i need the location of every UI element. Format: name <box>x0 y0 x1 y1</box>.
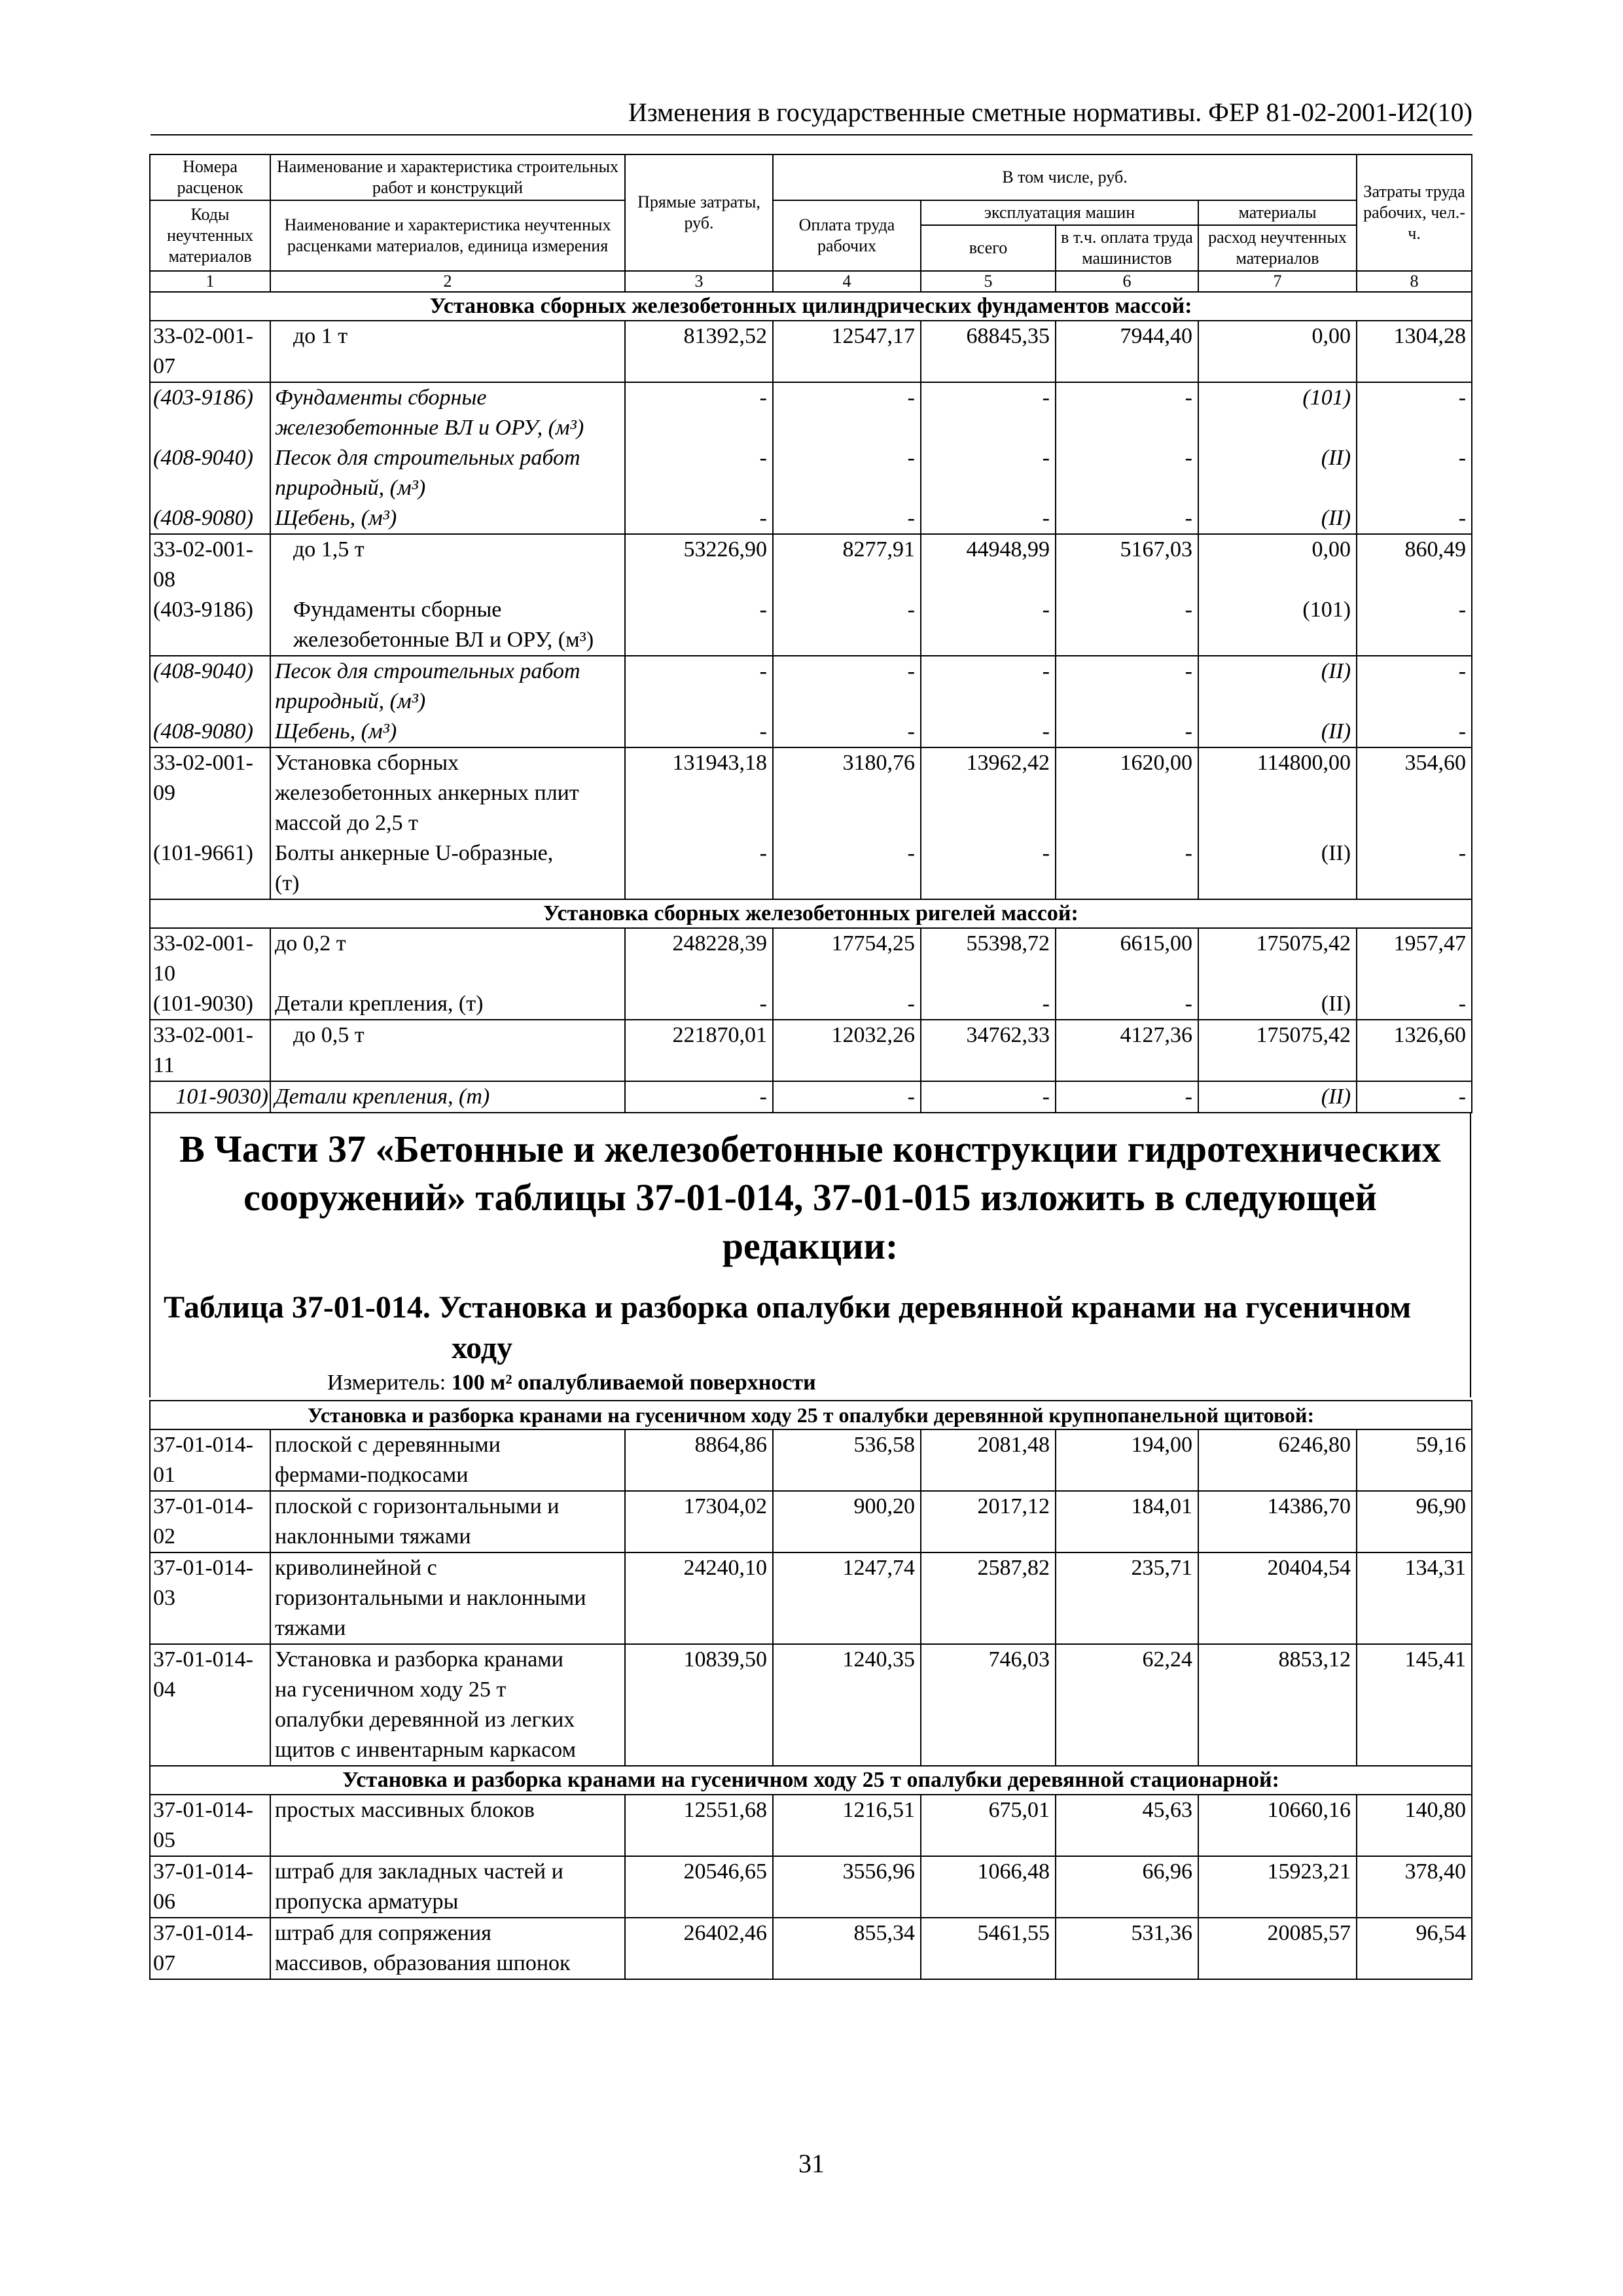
section-row <box>150 1766 1472 1795</box>
measure-label: Измеритель: <box>327 1371 452 1395</box>
labor-pay: - - <box>907 659 915 744</box>
direct-cost: 81392,52 <box>625 321 773 382</box>
machines-total: 1066,48 <box>977 1859 1050 1884</box>
labor-pay: 1240,35 <box>842 1647 915 1672</box>
rate-name: до 1,5 т Фундаменты сборные железобетонные ВЛ и ОРУ, (м³) <box>293 537 594 652</box>
table-title-line2: ходу <box>452 1331 513 1365</box>
rate-code: 33-02-001- 10 (101-9030) <box>153 931 253 1016</box>
rate-code: 37-01-014- 02 <box>153 1494 253 1549</box>
labor-pay: 12032,26 <box>773 1020 921 1081</box>
material-row <box>150 382 1472 534</box>
labor-hours: 96,90 <box>1416 1494 1467 1518</box>
materials-cost: 175075,42 <box>1198 1020 1357 1081</box>
operators-pay: 45,63 <box>1142 1798 1192 1822</box>
rates-table-1 <box>149 154 1472 1113</box>
machines-total: 2587,82 <box>977 1556 1050 1580</box>
column-number: 1 <box>150 271 270 292</box>
labor-pay: 3180,76 - <box>842 751 915 865</box>
materials-cost: (II) (II) <box>1321 659 1351 744</box>
materials-cost: 10660,16 <box>1267 1798 1351 1822</box>
operators-pay: 7944,40 <box>1056 321 1198 382</box>
operators-pay: 1620,00 - <box>1120 751 1192 865</box>
rate-row <box>150 321 1472 382</box>
measure-value: 100 м² опалубливаемой поверхности <box>451 1371 816 1395</box>
direct-cost: 53226,90 - <box>683 537 767 622</box>
rate-code: 37-01-014- 01 <box>153 1433 253 1487</box>
col1-bottom-header: Коды неучтенных материалов <box>150 200 270 271</box>
group-header: В том числе, руб. <box>773 154 1357 200</box>
col1-top-header: Номера расценок <box>150 154 270 200</box>
operators-pay: 4127,36 <box>1056 1020 1198 1081</box>
machines-total: 5461,55 <box>977 1921 1050 1945</box>
rate-row <box>150 1552 1472 1644</box>
direct-cost: - - <box>759 659 767 744</box>
materials-cost: 6246,80 <box>1278 1433 1351 1457</box>
col7-header: расход неучтенных материалов <box>1198 225 1357 271</box>
section-title: Установка сборных железобетонных цилиндрических фундаментов массой: <box>150 292 1472 321</box>
header-row-1 <box>150 154 1472 200</box>
column-number: 7 <box>1198 271 1357 292</box>
rate-name: плоской с деревянными фермами-подкосами <box>275 1433 501 1487</box>
direct-cost: 17304,02 <box>683 1494 767 1518</box>
labor-pay: 1216,51 <box>842 1798 915 1822</box>
rate-code: 37-01-014- 06 <box>153 1859 253 1914</box>
rate-row <box>150 1795 1472 1856</box>
column-number: 3 <box>625 271 773 292</box>
section-title: Установка сборных железобетонных ригелей массой: <box>150 899 1472 928</box>
machines-total: 746,03 <box>988 1647 1050 1672</box>
operators-pay: 194,00 <box>1131 1433 1192 1457</box>
labor-hours: 378,40 <box>1404 1859 1467 1884</box>
rate-name: Установка сборных железобетонных анкерных плит массой до 2,5 т Болты анкерные U-образные, (т) <box>275 751 579 895</box>
rate-name: штраб для сопряжения массивов, образования шпонок <box>275 1921 571 1975</box>
col2-bottom-header: Наименование и характеристика неучтенных расценками материалов, единица измерения <box>270 200 625 271</box>
direct-cost: 131943,18 - <box>672 751 767 865</box>
operators-pay: 235,71 <box>1131 1556 1192 1580</box>
rate-code: 37-01-014- 04 <box>153 1647 253 1702</box>
operators-pay: 5167,03 - <box>1120 537 1192 622</box>
material-name: Детали крепления, (т) <box>270 1081 625 1113</box>
material-code: (408-9040) (408-9080) <box>153 659 253 744</box>
labor-hours: - - - <box>1458 386 1467 530</box>
machines-header: эксплуатация машин <box>921 200 1198 225</box>
column-number: 5 <box>921 271 1056 292</box>
measure-line <box>164 1369 1457 1397</box>
column-number: 8 <box>1357 271 1472 292</box>
materials-cost: 175075,42 (II) <box>1256 931 1351 1016</box>
machines-total: 68845,35 <box>921 321 1056 382</box>
direct-cost: 221870,01 <box>625 1020 773 1081</box>
rate-row <box>150 747 1472 899</box>
material-code: 101-9030) <box>150 1081 270 1113</box>
table-title <box>164 1287 1457 1369</box>
direct-cost: 248228,39 - <box>672 931 767 1016</box>
rate-code: 37-01-014- 07 <box>153 1921 253 1975</box>
direct-cost: 24240,10 <box>683 1556 767 1580</box>
rate-name: штраб для закладных частей и пропуска арматуры <box>275 1859 563 1914</box>
material-name: Песок для строительных работ природный, (м³) Щебень, (м³) <box>275 659 580 744</box>
materials-header: материалы <box>1198 200 1357 225</box>
direct-cost: - <box>625 1081 773 1113</box>
header-rule <box>151 134 1472 135</box>
direct-cost: - - - <box>759 386 767 530</box>
operators-pay: 6615,00 - <box>1120 931 1192 1016</box>
running-title: Изменения в государственные сметные нормативы. ФЕР 81-02-2001-И2(10) <box>628 98 1472 127</box>
col8-header: Затраты труда рабочих, чел.-ч. <box>1357 154 1472 271</box>
operators-pay: 531,36 <box>1131 1921 1192 1945</box>
materials-cost: 15923,21 <box>1267 1859 1351 1884</box>
labor-hours: 96,54 <box>1416 1921 1467 1945</box>
part37-heading: В Части 37 «Бетонные и железобетонные конструкции гидротехнических сооружений» таблицы 37-01-014, 37-01-015 изложить в следующей редакции: <box>179 1128 1441 1267</box>
column-number: 4 <box>773 271 921 292</box>
labor-pay: 536,58 <box>853 1433 915 1457</box>
rate-name: криволинейной с горизонтальными и наклонными тяжами <box>275 1556 586 1640</box>
direct-cost: 8864,86 <box>694 1433 767 1457</box>
labor-hours: 1957,47 - <box>1393 931 1467 1016</box>
machines-total: 13962,42 - <box>966 751 1050 865</box>
col4-header: Оплата труда рабочих <box>773 200 921 271</box>
rate-row <box>150 1918 1472 1979</box>
machines-total: 2081,48 <box>977 1433 1050 1457</box>
labor-hours: 1304,28 <box>1357 321 1472 382</box>
material-row <box>150 656 1472 747</box>
rate-name: простых массивных блоков <box>275 1798 535 1822</box>
document-body <box>149 154 1471 1980</box>
page-number: 31 <box>798 2149 825 2178</box>
column-number: 2 <box>270 271 625 292</box>
materials-cost: 14386,70 <box>1267 1494 1351 1518</box>
labor-hours: 59,16 <box>1416 1433 1467 1457</box>
rates-table-2 <box>149 1400 1472 1980</box>
section-row <box>150 292 1472 321</box>
labor-pay: 855,34 <box>853 1921 915 1945</box>
rate-row <box>150 1856 1472 1918</box>
labor-hours: 1326,60 <box>1357 1020 1472 1081</box>
rate-code: 33-02-001- 09 (101-9661) <box>153 751 253 865</box>
col2-top-header: Наименование и характеристика строительных работ и конструкций <box>270 154 625 200</box>
direct-cost: 20546,65 <box>683 1859 767 1884</box>
labor-hours: - <box>1357 1081 1472 1113</box>
rate-name: до 0,5 т <box>293 1023 365 1047</box>
operators-pay: 62,24 <box>1142 1647 1192 1672</box>
operators-pay: 66,96 <box>1142 1859 1192 1884</box>
materials-cost: 114800,00 (II) <box>1257 751 1351 865</box>
rate-name: до 1 т <box>293 324 348 348</box>
labor-pay: 1247,74 <box>842 1556 915 1580</box>
rate-name: до 0,2 т Детали крепления, (т) <box>275 931 484 1016</box>
col3-header: Прямые затраты, руб. <box>625 154 773 271</box>
rate-row <box>150 1644 1472 1766</box>
labor-pay: 8277,91 - <box>842 537 915 622</box>
part37-heading-block <box>149 1113 1471 1397</box>
labor-pay: 17754,25 - <box>831 931 915 1016</box>
labor-pay: - - - <box>907 386 915 530</box>
rate-row <box>150 1020 1472 1081</box>
machines-total: 44948,99 - <box>966 537 1050 622</box>
materials-cost: (II) <box>1198 1081 1357 1113</box>
rate-code: 33-02-001- 08 (403-9186) <box>153 537 253 622</box>
material-code: (403-9186) (408-9040) (408-9080) <box>153 386 253 530</box>
labor-hours: - - <box>1458 659 1467 744</box>
rate-code: 33-02-001- 07 <box>153 324 253 378</box>
col5-header: всего <box>921 225 1056 271</box>
labor-hours: 145,41 <box>1404 1647 1467 1672</box>
labor-hours: 140,80 <box>1404 1798 1467 1822</box>
operators-pay: - - <box>1185 659 1192 744</box>
machines-total: - <box>921 1081 1056 1113</box>
direct-cost: 26402,46 <box>683 1921 767 1945</box>
material-row <box>150 1081 1472 1113</box>
labor-hours: 134,31 <box>1404 1556 1467 1580</box>
section-title: Установка и разборка кранами на гусеничном ходу 25 т опалубки деревянной крупнопанельной щитовой: <box>150 1401 1472 1429</box>
materials-cost: 0,00 (101) <box>1302 537 1351 622</box>
rate-name: Установка и разборка кранами на гусеничном ходу 25 т опалубки деревянной из легких щитов с инвентарным каркасом <box>275 1647 577 1762</box>
col6-header: в т.ч. оплата труда машинистов <box>1056 225 1198 271</box>
labor-pay: 12547,17 <box>773 321 921 382</box>
section-title: Установка и разборка кранами на гусеничном ходу 25 т опалубки деревянной стационарной: <box>150 1766 1472 1795</box>
material-name: Фундаменты сборные железобетонные ВЛ и ОРУ, (м³) Песок для строительных работ природный, (м³) Щебень, (м³) <box>275 386 584 530</box>
direct-cost: 10839,50 <box>683 1647 767 1672</box>
section-row <box>150 1401 1472 1429</box>
rate-name: плоской с горизонтальными и наклонными тяжами <box>275 1494 560 1549</box>
machines-total: 34762,33 <box>921 1020 1056 1081</box>
column-number: 6 <box>1056 271 1198 292</box>
machines-total: 675,01 <box>988 1798 1050 1822</box>
operators-pay: - - - <box>1185 386 1192 530</box>
rate-row <box>150 1429 1472 1491</box>
materials-cost: 20404,54 <box>1267 1556 1351 1580</box>
labor-hours: 354,60 - <box>1404 751 1467 865</box>
labor-pay: - <box>773 1081 921 1113</box>
rate-row <box>150 928 1472 1020</box>
machines-total: 2017,12 <box>977 1494 1050 1518</box>
header-row-2 <box>150 200 1472 225</box>
materials-cost: 0,00 <box>1198 321 1357 382</box>
rate-code: 37-01-014- 03 <box>153 1556 253 1610</box>
labor-hours: 860,49 - <box>1404 537 1467 622</box>
column-number-row <box>150 271 1472 292</box>
rate-code: 37-01-014- 05 <box>153 1798 253 1852</box>
machines-total: - - - <box>1042 386 1050 530</box>
operators-pay: 184,01 <box>1131 1494 1192 1518</box>
direct-cost: 12551,68 <box>683 1798 767 1822</box>
labor-pay: 900,20 <box>853 1494 915 1518</box>
materials-cost: (101) (II) (II) <box>1302 386 1351 530</box>
machines-total: - - <box>1042 659 1050 744</box>
rate-code: 33-02-001- 11 <box>153 1023 253 1077</box>
rate-row <box>150 1491 1472 1552</box>
materials-cost: 8853,12 <box>1278 1647 1351 1672</box>
section-row <box>150 899 1472 928</box>
table-title-line1: Таблица 37-01-014. Установка и разборка опалубки деревянной кранами на гусеничном <box>164 1290 1412 1325</box>
rate-row <box>150 534 1472 656</box>
operators-pay: - <box>1056 1081 1198 1113</box>
labor-pay: 3556,96 <box>842 1859 915 1884</box>
machines-total: 55398,72 - <box>966 931 1050 1016</box>
materials-cost: 20085,57 <box>1267 1921 1351 1945</box>
